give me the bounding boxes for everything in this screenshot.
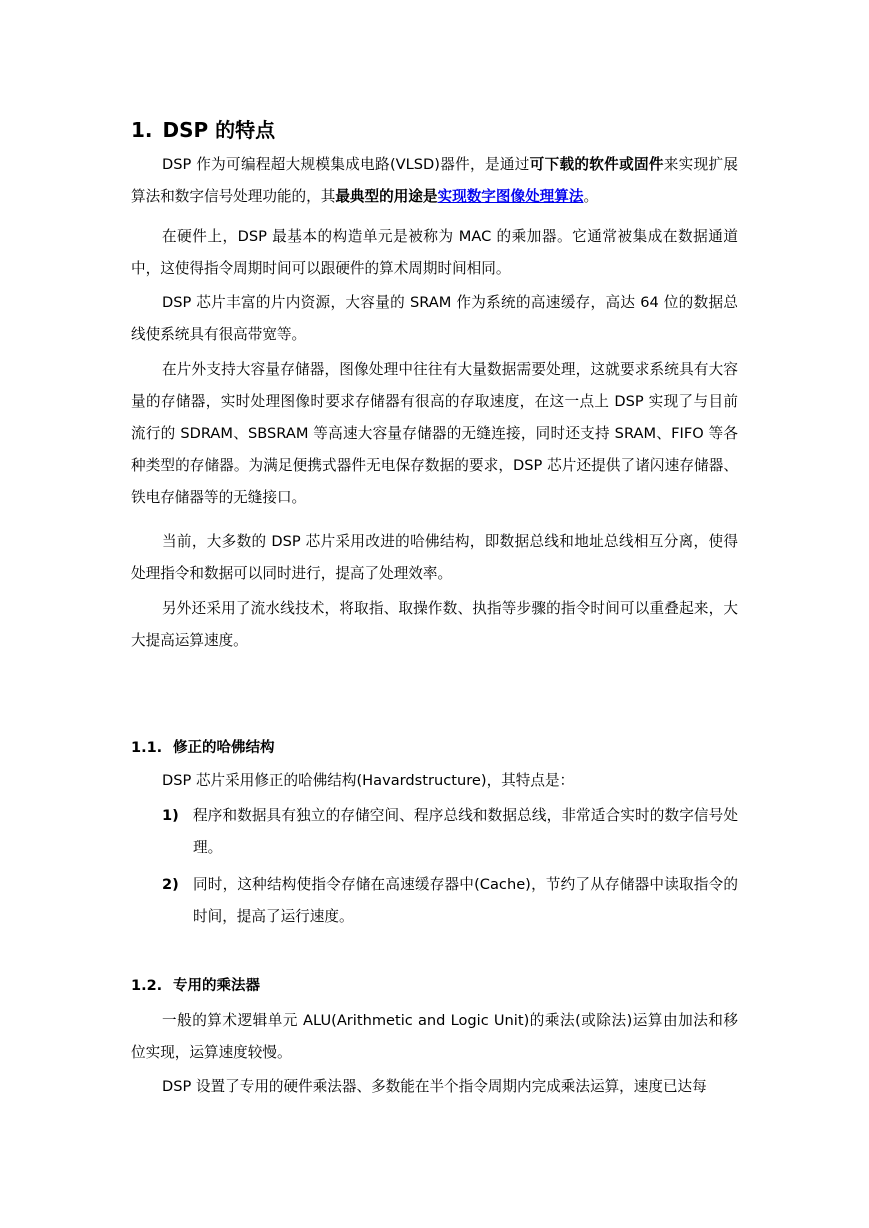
list-marker: 1) — [162, 807, 179, 824]
heading-number: 1.2. — [131, 978, 163, 994]
bold-text: 可下载的软件或固件 — [529, 156, 664, 173]
list-text: 同时，这种结构使指令存储在高速缓存器中(Cache)，节约了从存储器中读取指令的时间，提高了运行速度。 — [193, 876, 738, 925]
paragraph-5: 当前，大多数的 DSP 芯片采用改进的哈佛结构，即数据总线和地址总线相互分离，使得处理指令和数据可以同时进行，提高了处理效率。 — [131, 533, 738, 582]
paragraph-3: DSP 芯片丰富的片内资源，大容量的 SRAM 作为系统的高速缓存，高达 64 位的数据总线使系统具有很高带宽等。 — [131, 294, 738, 343]
paragraph-6: 另外还采用了流水线技术，将取指、取操作数、执指等步骤的指令时间可以重叠起来，大大提高运算速度。 — [131, 600, 738, 649]
section-heading-1 — [131, 114, 275, 143]
bold-text: 最典型的用途是 — [335, 188, 438, 205]
section-1-2-paragraph-2: DSP 设置了专用的硬件乘法器、多数能在半个指令周期内完成乘法运算，速度已达每 — [162, 1078, 707, 1095]
section-1-1-intro: DSP 芯片采用修正的哈佛结构(Havardstructure)，其特点是： — [162, 772, 575, 789]
list-text: 程序和数据具有独立的存储空间、程序总线和数据总线，非常适合实时的数字信号处理。 — [193, 807, 738, 856]
section-heading-1-1 — [131, 738, 275, 758]
text-run: 。 — [583, 188, 599, 205]
text-run: DSP 作为可编程超大规模集成电路(VLSD)器件，是通过 — [162, 156, 530, 173]
text-run: 来实现扩展算法和数字信号处理功能的，其 — [131, 156, 738, 205]
paragraph-2: 在硬件上，DSP 最基本的构造单元是被称为 MAC 的乘加器。它通常被集成在数据通道中，这使得指令周期时间可以跟硬件的算术周期时间相同。 — [131, 228, 738, 277]
heading-title: DSP 的特点 — [162, 118, 276, 142]
section-heading-1-2 — [131, 976, 260, 996]
section-1-2-paragraph-1: 一般的算术逻辑单元 ALU(Arithmetic and Logic Unit)的乘法(或除法)运算由加法和移位实现，运算速度较慢。 — [131, 1012, 738, 1061]
hyperlink-image-processing[interactable]: 实现数字图像处理算法 — [437, 188, 584, 205]
heading-number: 1. — [131, 118, 153, 142]
heading-title: 修正的哈佛结构 — [173, 740, 275, 756]
list-marker: 2) — [162, 876, 179, 893]
paragraph-1 — [131, 149, 738, 213]
heading-title: 专用的乘法器 — [173, 978, 260, 994]
paragraph-4: 在片外支持大容量存储器，图像处理中往往有大量数据需要处理，这就要求系统具有大容量的存储器，实时处理图像时要求存储器有很高的存取速度，在这一点上 DSP 实现了与目前流行的 SDRAM、SBSRAM 等高速大容量存储器的无缝连接，同时还支持 SRAM、FIFO 等各种类型的存储器。为满足便携式器件无电保存数据的要求，DSP 芯片还提供了诸闪速存储器、铁电存储器等的无缝接口。 — [131, 361, 738, 506]
heading-number: 1.1. — [131, 740, 163, 756]
